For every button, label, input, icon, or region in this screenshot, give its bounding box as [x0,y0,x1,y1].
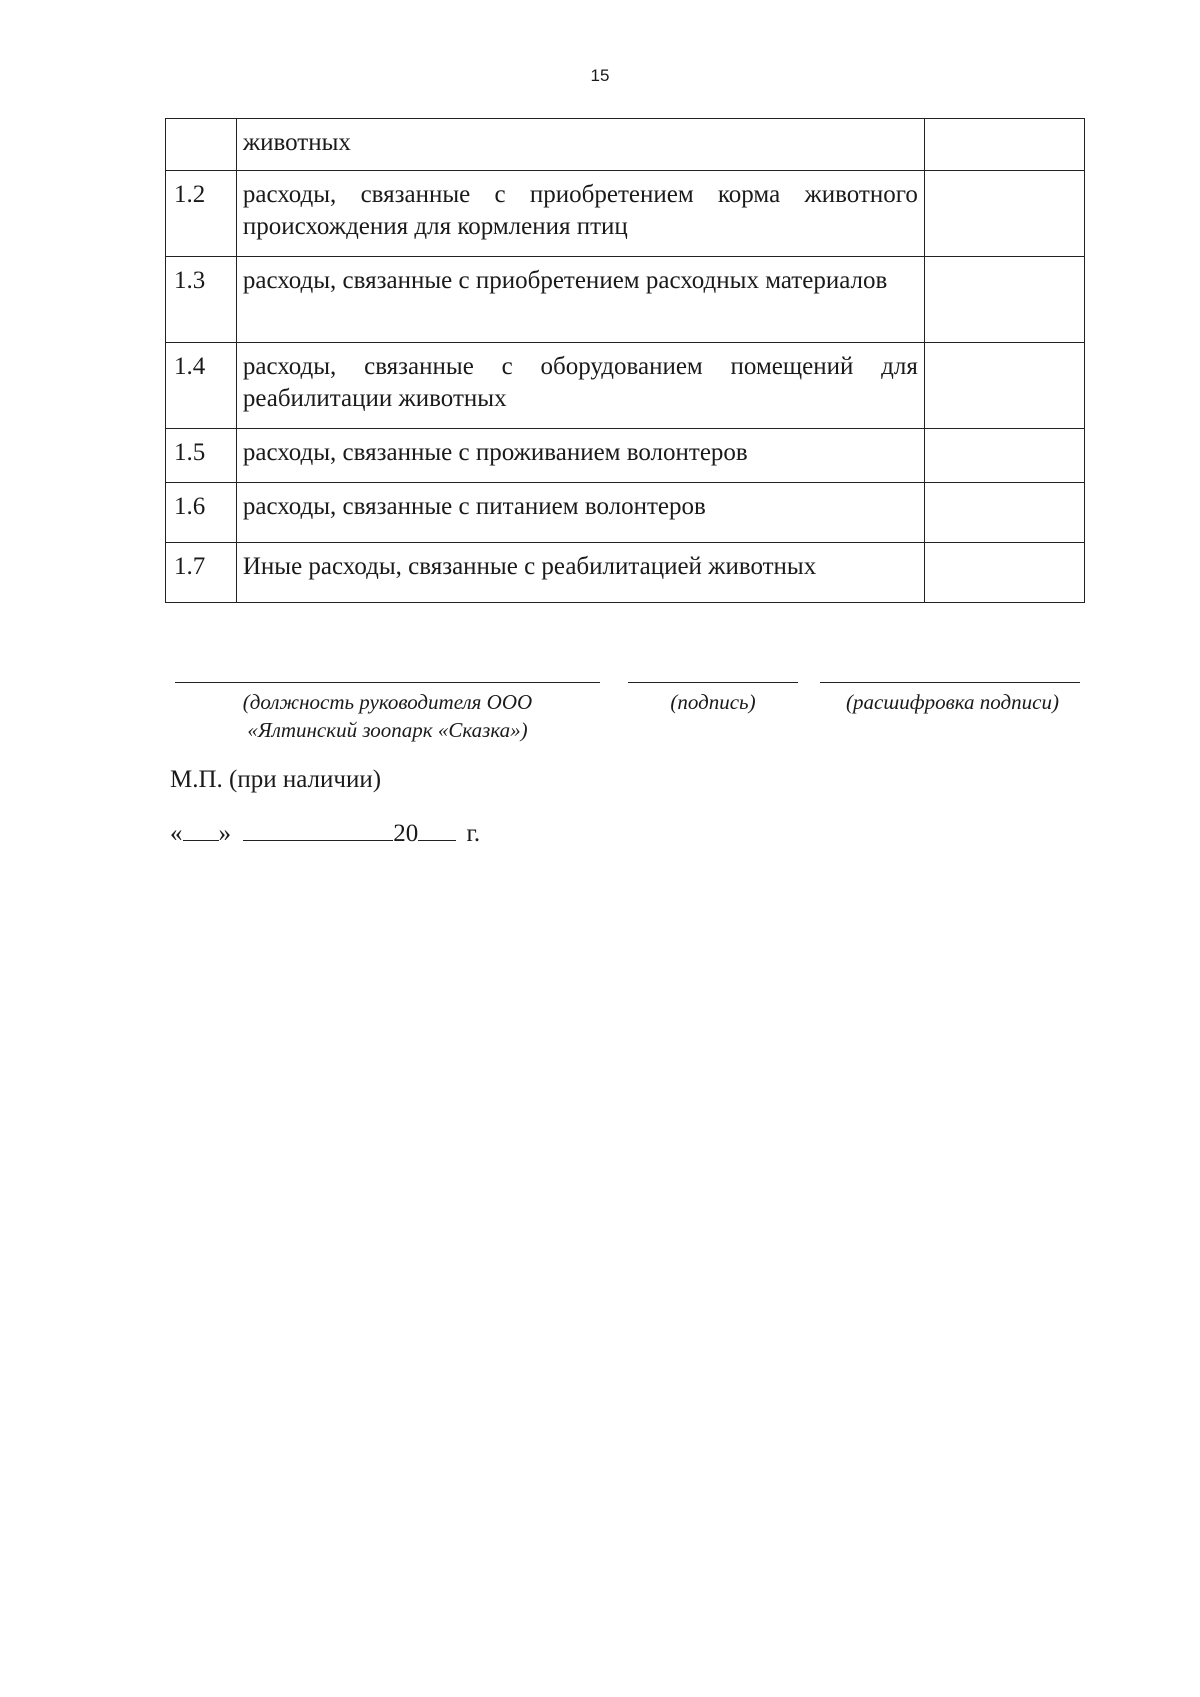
row-description-cell: расходы, связанные с приобретением корма животного происхождения для кормления птиц [236,171,924,257]
date-close-quote: » [218,820,231,847]
table-row [166,257,1085,343]
position-caption-line1: (должность руководителя ООО [242,690,533,714]
year-suffix: г. [466,820,481,847]
signature-decoding-caption: (расшифровка подписи) [846,690,1059,714]
expenses-table [165,118,1085,603]
table-row [166,119,1085,171]
row-number-cell: 1.3 [166,257,237,343]
stamp-label: М.П. (при наличии) [170,766,382,793]
row-amount-cell [924,483,1084,543]
row-number-cell: 1.6 [166,483,237,543]
row-number-cell: 1.5 [166,429,237,483]
row-amount-cell [924,171,1084,257]
table-row [166,171,1085,257]
row-number-cell: 1.2 [166,171,237,257]
row-amount-cell [924,429,1084,483]
table-row [166,343,1085,429]
month-blank[interactable] [243,818,393,841]
row-description-cell: расходы, связанные с питанием волонтеров [236,483,924,543]
row-description-cell: животных [236,119,924,171]
row-number-cell [166,119,237,171]
position-caption-line2: «Ялтинский зоопарк «Сказка») [247,718,528,742]
year-prefix: 20 [393,820,419,847]
row-amount-cell [924,119,1084,171]
row-description-cell: расходы, связанные с приобретением расходных материалов [236,257,924,343]
signature-caption: (подпись) [670,690,756,714]
row-amount-cell [924,257,1084,343]
year-blank[interactable] [418,818,456,841]
row-amount-cell [924,343,1084,429]
row-description-cell: расходы, связанные с оборудованием помещений для реабилитации животных [236,343,924,429]
table-row [166,543,1085,603]
row-amount-cell [924,543,1084,603]
table-row [166,429,1085,483]
date-field [170,818,480,848]
row-description-cell: Иные расходы, связанные с реабилитацией животных [236,543,924,603]
position-signature-line[interactable] [175,682,600,683]
signature-line[interactable] [628,682,798,683]
position-caption [175,688,600,744]
signature-decoding-line[interactable] [820,682,1080,683]
row-number-cell: 1.4 [166,343,237,429]
page-number: 15 [590,66,610,85]
row-description-cell: расходы, связанные с проживанием волонтеров [236,429,924,483]
date-open-quote: « [170,820,183,847]
day-blank[interactable] [183,818,219,841]
row-number-cell: 1.7 [166,543,237,603]
table-row [166,483,1085,543]
